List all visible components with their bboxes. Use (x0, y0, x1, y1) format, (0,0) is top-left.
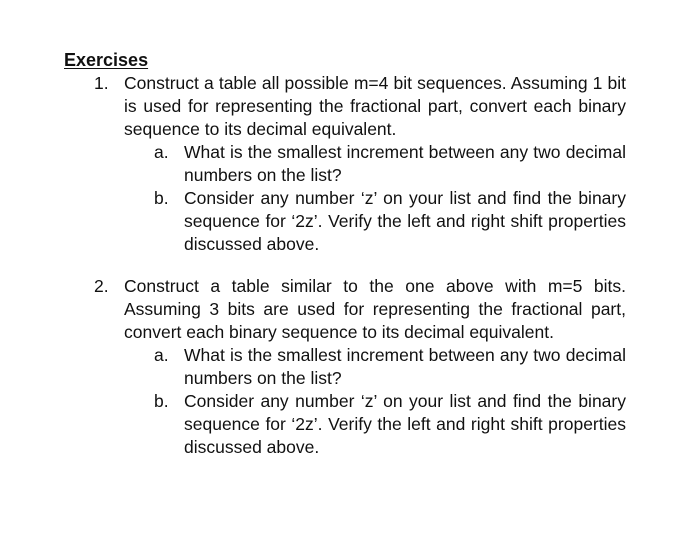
sub-item-letter: a. (154, 345, 169, 365)
exercise-number: 2. (94, 276, 109, 296)
sub-item-letter: a. (154, 142, 169, 162)
sub-item-text: What is the smallest increment between any two decimal numbers on the list? (184, 142, 626, 185)
sub-item-text: Consider any number ‘z’ on your list and find the binary sequence for ‘2z’. Verify the left and right shift properties discussed above. (184, 188, 626, 254)
sub-item (124, 344, 626, 390)
sub-item-text: What is the smallest increment between any two decimal numbers on the list? (184, 345, 626, 388)
section-heading: Exercises (64, 50, 149, 70)
exercise-text: Construct a table similar to the one above with m=5 bits. Assuming 3 bits are used for representing the fractional part, convert each binary sequence to its decimal equivalent. (124, 276, 626, 342)
exercise-item (94, 72, 626, 256)
exercise-text: Construct a table all possible m=4 bit sequences. Assuming 1 bit is used for representing the fractional part, convert each binary sequence to its decimal equivalent. (124, 73, 626, 139)
exercise-number: 1. (94, 73, 109, 93)
sub-item-text: Consider any number ‘z’ on your list and find the binary sequence for ‘2z’. Verify the left and right shift properties discussed above. (184, 391, 626, 457)
sub-item-letter: b. (154, 188, 169, 208)
exercise-item (94, 275, 626, 459)
sub-item-letter: b. (154, 391, 169, 411)
sub-item (124, 390, 626, 459)
sub-item (124, 187, 626, 256)
sub-item (124, 141, 626, 187)
